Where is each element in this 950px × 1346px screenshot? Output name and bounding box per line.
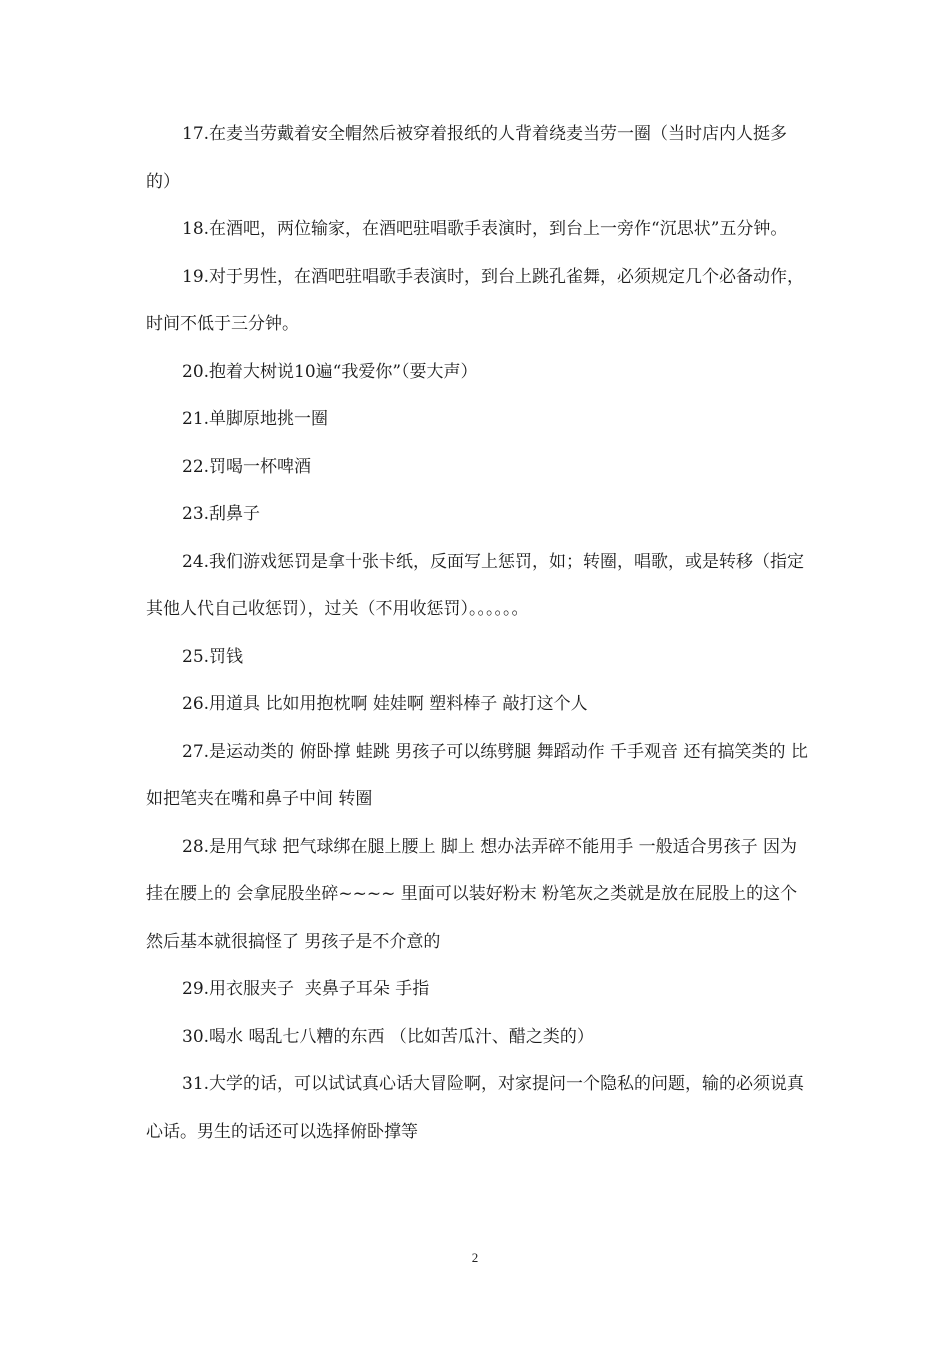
paragraph-19: 19.对于男性，在酒吧驻唱歌手表演时，到台上跳孔雀舞，必须规定几个必备动作，时间不低于三分钟。 xyxy=(146,266,805,334)
paragraph-24: 24.我们游戏惩罚是拿十张卡纸，反面写上惩罚，如；转圈，唱歌，或是转移（指定其他人代自己收惩罚），过关（不用收惩罚）。。。。。。 xyxy=(146,551,805,619)
paragraph-17: 17.在麦当劳戴着安全帽然后被穿着报纸的人背着绕麦当劳一圈（当时店内人挺多的） xyxy=(146,124,788,192)
paragraph-23: 23.刮鼻子 xyxy=(182,504,261,524)
paragraph-28: 28.是用气球 把气球绑在腿上腰上 脚上 想办法弄碎不能用手 一般适合男孩子 因为挂在腰上的 会拿屁股坐碎~~~~ 里面可以装好粉末 粉笔灰之类就是放在屁股上的这个 然后基本就很搞怪了 男孩子是不介意的 xyxy=(146,836,803,952)
paragraph-20: 20.抱着大树说10遍“我爱你”（要大声） xyxy=(182,361,478,382)
paragraph-22: 22.罚喝一杯啤酒 xyxy=(182,456,312,477)
paragraph-30: 30.喝水 喝乱七八糟的东西 （比如苦瓜汁、醋之类的） xyxy=(182,1026,594,1047)
document-body xyxy=(146,111,810,1156)
paragraph-25: 25.罚钱 xyxy=(182,646,244,667)
paragraph-26: 26.用道具 比如用抱枕啊 娃娃啊 塑料棒子 敲打这个人 xyxy=(182,694,588,714)
paragraph-27: 27.是运动类的 俯卧撑 蛙跳 男孩子可以练劈腿 舞蹈动作 千手观音 还有搞笑类的 比如把笔夹在嘴和鼻子中间 转圈 xyxy=(146,741,808,809)
page-number: 2 xyxy=(471,1250,479,1265)
paragraph-21: 21.单脚原地挑一圈 xyxy=(182,409,329,429)
paragraph-18: 18.在酒吧，两位输家，在酒吧驻唱歌手表演时，到台上一旁作“沉思状”五分钟。 xyxy=(182,219,788,239)
paragraph-29: 29.用衣服夹子 夹鼻子耳朵 手指 xyxy=(182,979,430,999)
paragraph-31: 31.大学的话，可以试试真心话大冒险啊，对家提问一个隐私的问题，输的必须说真心话。男生的话还可以选择俯卧撑等 xyxy=(146,1074,805,1142)
